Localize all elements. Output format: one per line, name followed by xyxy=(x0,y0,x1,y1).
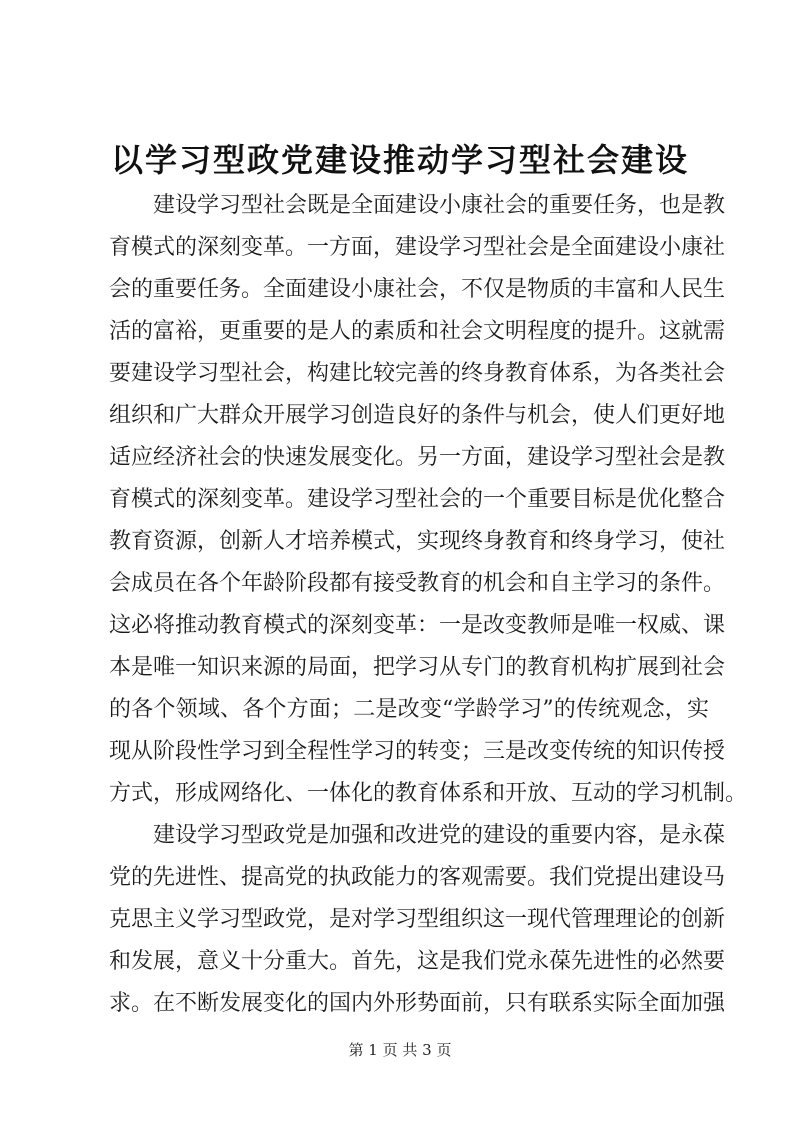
paragraph-2-line: 党的先进性、提高党的执政能力的客观需要。我们党提出建设马 xyxy=(109,865,726,890)
paragraph-1-line: 现从阶段性学习到全程性学习的转变；三是改变传统的知识传授 xyxy=(109,739,726,764)
paragraph-2-line: 克思主义学习型政党，是对学习型组织这一现代管理理论的创新 xyxy=(109,907,726,932)
page-number-footer: 第 1 页 共 3 页 xyxy=(348,1041,452,1059)
paragraph-1-line: 会的重要任务。全面建设小康社会，不仅是物质的丰富和人民生 xyxy=(109,277,726,302)
paragraph-2-line: 建设学习型政党是加强和改进党的建设的重要内容，是永葆 xyxy=(153,823,726,848)
paragraph-1-line: 要建设学习型社会，构建比较完善的终身教育体系，为各类社会 xyxy=(109,361,726,386)
paragraph-1-line: 教育资源，创新人才培养模式，实现终身教育和终身学习，使社 xyxy=(109,529,726,554)
paragraph-1-line: 方式，形成网络化、一体化的教育体系和开放、互动的学习机制。 xyxy=(109,781,748,806)
paragraph-1-line: 建设学习型社会既是全面建设小康社会的重要任务，也是教 xyxy=(153,193,726,218)
paragraph-1-line: 这必将推动教育模式的深刻变革：一是改变教师是唯一权威、课 xyxy=(109,613,726,638)
paragraph-1-line: 本是唯一知识来源的局面，把学习从专门的教育机构扩展到社会 xyxy=(109,655,726,680)
paragraph-1-line: 会成员在各个年龄阶段都有接受教育的机会和自主学习的条件。 xyxy=(109,571,726,596)
paragraph-1-line: 育模式的深刻变革。建设学习型社会的一个重要目标是优化整合 xyxy=(109,487,726,512)
paragraph-1-line: 活的富裕，更重要的是人的素质和社会文明程度的提升。这就需 xyxy=(109,319,726,344)
document-title: 以学习型政党建设推动学习型社会建设 xyxy=(110,141,689,179)
paragraph-1-line: 的各个领域、各个方面；二是改变“学龄学习”的传统观念，实 xyxy=(109,697,709,722)
paragraph-1-line: 适应经济社会的快速发展变化。另一方面，建设学习型社会是教 xyxy=(109,445,726,470)
paragraph-1-line: 育模式的深刻变革。一方面，建设学习型社会是全面建设小康社 xyxy=(109,235,726,260)
paragraph-2-line: 求。在不断发展变化的国内外形势面前，只有联系实际全面加强 xyxy=(109,991,726,1016)
paragraph-1-line: 组织和广大群众开展学习创造良好的条件与机会，使人们更好地 xyxy=(109,403,726,428)
paragraph-2-line: 和发展，意义十分重大。首先，这是我们党永葆先进性的必然要 xyxy=(109,949,726,974)
